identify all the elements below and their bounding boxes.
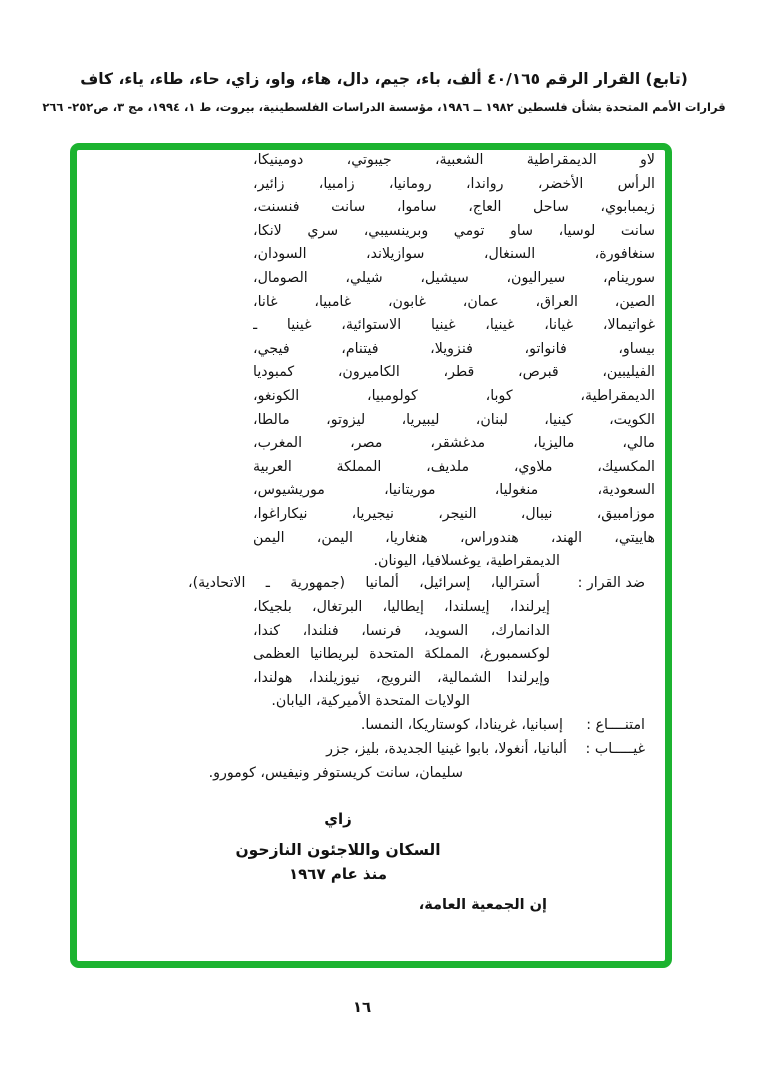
vote-for-line: الصين، العراق، عمان، غابون، غامبيا، غانا، [253, 293, 655, 310]
absent-countries-line: ألبانيا، أنغولا، بابوا غينيا الجديدة، بليز، جزر [326, 741, 567, 757]
against-line-last: الولايات المتحدة الأميركية، اليابان. [271, 693, 470, 709]
abstain-label: امتنــــاع : [586, 717, 645, 733]
vote-for-list [253, 149, 655, 574]
section-title: السكان واللاجئون النازحون [235, 841, 441, 859]
against-line: الدانمارك، السويد، فرنسا، فنلندا، كندا، [253, 623, 550, 639]
vote-for-line: المكسيك، ملاوي، ملديف، المملكة العربية [253, 458, 655, 475]
vote-for-line: الكويت، كينيا، لبنان، ليبيريا، ليزوتو، مالطا، [253, 411, 655, 428]
vote-for-line: بيساو، فانواتو، فنزويلا، فيتنام، فيجي، [253, 340, 655, 357]
against-line: أستراليا، إسرائيل، ألمانيا (جمهورية ـ الاتحادية)، [188, 575, 540, 591]
against-line: إيرلندا، إيسلندا، إيطاليا، البرتغال، بلجيكا، [253, 599, 550, 615]
vote-for-line: مالي، ماليزيا، مدغشقر، مصر، المغرب، [253, 435, 655, 452]
vote-for-line: موزامبيق، نيبال، النيجر، نيجيريا، نيكاراغوا، [253, 505, 655, 522]
vote-for-line: لاو الديمقراطية الشعبية، جيبوتي، دومينيكا، [253, 152, 655, 168]
vote-for-line: سنغافورة، السنغال، سوازيلاند، السودان، [253, 246, 655, 263]
vote-for-line: السعودية، منغوليا، موريتانيا، موريشيوس، [253, 482, 655, 499]
vote-for-line: غواتيمالا، غيانا، غينيا، غينيا الاستوائية، غينيا ـ [253, 317, 655, 334]
against-line: لوكسمبورغ، المملكة المتحدة لبريطانيا العظمى [253, 646, 550, 662]
vote-for-line-last: الديمقراطية، يوغسلافيا، اليونان. [373, 553, 560, 570]
abstain-countries: إسبانيا، غرينادا، كوستاريكا، النمسا. [360, 717, 563, 733]
section-subtitle: منذ عام ١٩٦٧ [288, 865, 388, 883]
source-citation: قرارات الأمم المتحدة بشأن فلسطين ١٩٨٢ ــ ١٩٨٦، مؤسسة الدراسات الفلسطينية، بيروت، ط ١، ١٩٩٤، مج ٣، ص٢٥٢- ٢٦٦ [42, 100, 726, 114]
vote-for-line: سانت لوسيا، ساو تومي وبرينسيبي، سري لانكا، [253, 222, 655, 239]
vote-for-line: زيمبابوي، ساحل العاج، ساموا، سانت فنسنت، [253, 199, 655, 216]
against-label: ضد القرار : [577, 575, 645, 591]
vote-for-line: سورينام، سيراليون، سيشيل، شيلي، الصومال، [253, 269, 655, 286]
vote-for-line: هاييتي، الهند، هندوراس، هنغاريا، اليمن، اليمن [253, 529, 655, 546]
absent-label: غيـــــاب : [585, 741, 645, 757]
assembly-opening-phrase: إن الجمعية العامة، [418, 897, 547, 913]
against-line: وإيرلندا الشمالية، النرويج، نيوزيلندا، هولندا، [253, 670, 550, 686]
absent-countries-line: سليمان، سانت كريستوفر ونيفيس، كومورو. [208, 765, 463, 781]
vote-for-line: الفيليبين، قبرص، قطر، الكاميرون، كمبوديا [253, 364, 655, 381]
vote-for-line: الرأس الأخضر، رواندا، رومانيا، زامبيا، زائير، [253, 175, 655, 192]
resolution-title: (تابع) القرار الرقم ٤٠/١٦٥ ألف، باء، جيم، دال، هاء، واو، زاي، حاء، طاء، ياء، كاف [80, 70, 688, 88]
section-letter: زاي [324, 810, 352, 828]
vote-for-line: الديمقراطية، كوبا، كولومبيا، الكونغو، [253, 387, 655, 404]
page-number: ١٦ [352, 998, 372, 1016]
